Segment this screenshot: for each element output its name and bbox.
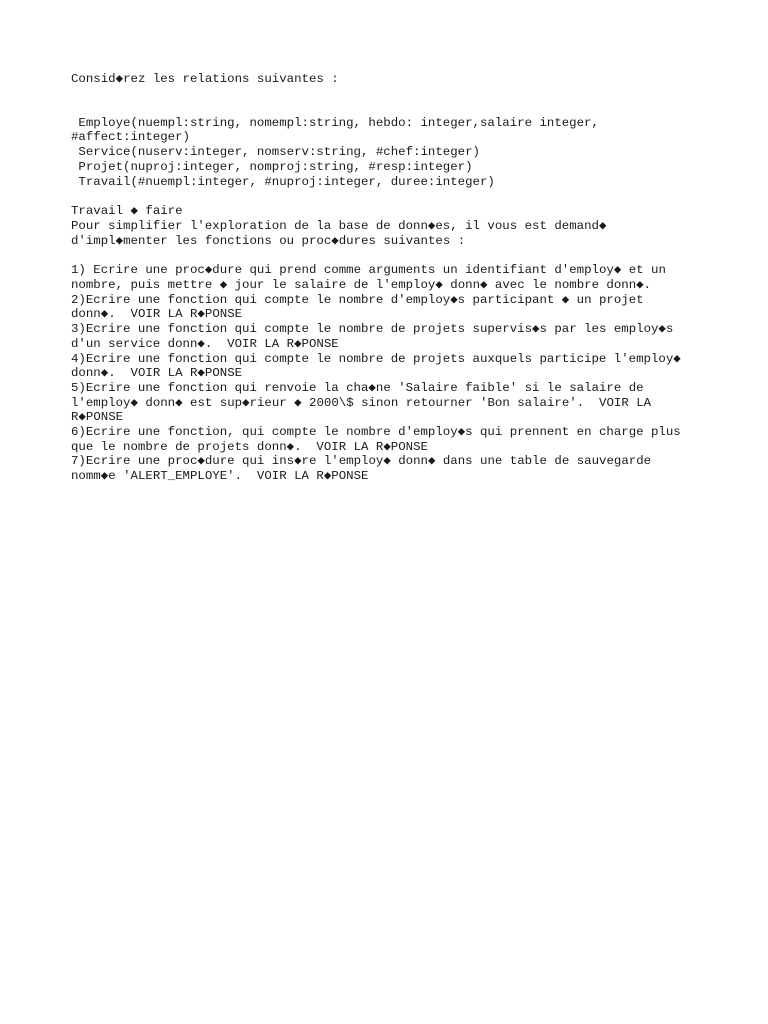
intro-text: Consid◆rez les relations suivantes : [71, 72, 339, 86]
question-line: nombre, puis mettre ◆ jour le salaire de l'employ◆ donn◆ avec le nombre donn◆. [71, 278, 652, 293]
task-intro-line: Pour simplifier l'exploration de la base de donn◆es, il vous est demand◆ [71, 218, 607, 233]
question-line: 6)Ecrire une fonction, qui compte le nombre d'employ◆s qui prennent en charge plus [71, 425, 681, 440]
question-line: l'employ◆ donn◆ est sup◆rieur ◆ 2000\$ sinon retourner 'Bon salaire'. VOIR LA [71, 395, 652, 410]
relation-projet: Projet(nuproj:integer, nomproj:string, #resp:integer) [71, 159, 473, 174]
relation-travail: Travail(#nuempl:integer, #nuproj:integer, duree:integer) [71, 174, 495, 189]
spacer [71, 87, 731, 116]
question-line: 4)Ecrire une fonction qui compte le nombre de projets auxquels participe l'employ◆ [71, 351, 681, 366]
questions-list [71, 263, 731, 484]
spacer [71, 189, 731, 204]
question-line: 2)Ecrire une fonction qui compte le nombre d'employ◆s participant ◆ un projet [71, 292, 644, 307]
document-body [71, 72, 731, 484]
relation-employe: Employe(nuempl:string, nomempl:string, hebdo: integer,salaire integer, [71, 115, 599, 130]
question-line: 7)Ecrire une proc◆dure qui ins◆re l'employ◆ donn◆ dans une table de sauvegarde [71, 454, 652, 469]
task-title: Travail ◆ faire [71, 204, 183, 219]
task-intro-line: d'impl◆menter les fonctions ou proc◆dures suivantes : [71, 233, 466, 248]
question-line: 5)Ecrire une fonction qui renvoie la cha◆ne 'Salaire faible' si le salaire de [71, 380, 644, 395]
question-line: 1) Ecrire une proc◆dure qui prend comme arguments un identifiant d'employ◆ et un [71, 263, 666, 278]
question-line: R◆PONSE [71, 410, 124, 425]
relation-service: Service(nuserv:integer, nomserv:string, #chef:integer) [71, 145, 480, 160]
question-line: 3)Ecrire une fonction qui compte le nombre de projets supervis◆s par les employ◆s [71, 322, 674, 337]
question-line: donn◆. VOIR LA R◆PONSE [71, 366, 243, 381]
spacer [71, 248, 731, 263]
question-line: d'un service donn◆. VOIR LA R◆PONSE [71, 336, 339, 351]
question-line: donn◆. VOIR LA R◆PONSE [71, 307, 243, 322]
relation-employe-cont: #affect:integer) [71, 130, 190, 145]
question-line: nomm◆e 'ALERT_EMPLOYE'. VOIR LA R◆PONSE [71, 469, 369, 484]
question-line: que le nombre de projets donn◆. VOIR LA R◆PONSE [71, 439, 428, 454]
relations-block [71, 116, 731, 190]
